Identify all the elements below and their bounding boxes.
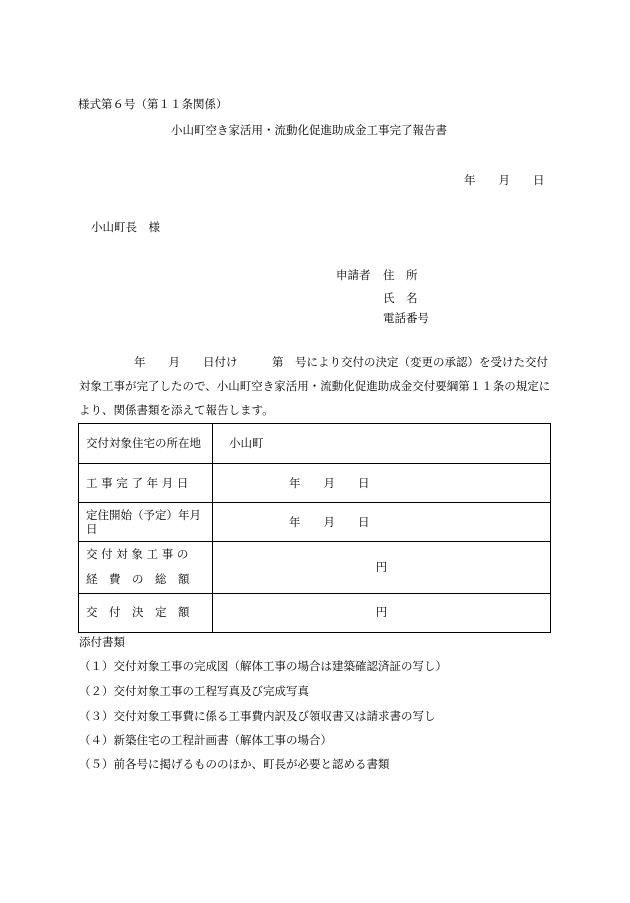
attachment-item: （４）新築住宅の工程計画書（解体工事の場合） (79, 733, 332, 747)
completion-date-label: 工 事 完 了 年 月 日 (79, 464, 213, 503)
addressee: 小山町長 様 (91, 220, 160, 234)
total-cost-value: 円 (213, 542, 551, 594)
completion-date-value: 年 月 日 (213, 464, 551, 503)
report-date: 年 月 日 (464, 173, 545, 187)
location-value: 小山町 (213, 424, 551, 464)
attachment-item: （２）交付対象工事の工程写真及び完成写真 (79, 684, 309, 698)
document-title: 小山町空き家活用・流動化促進助成金工事完了報告書 (171, 123, 447, 137)
grant-amount-label: 交 付 決 定 額 (79, 593, 213, 632)
body-text-line-1: 年 月 日付け 第 号により交付の決定（変更の承認）を受けた交付 (134, 355, 548, 369)
applicant-address-label: 住 所 (383, 268, 418, 282)
applicant-phone-label: 電話番号 (383, 311, 429, 325)
body-text-line-2: 対象工事が完了したので、小山町空き家活用・流動化促進助成金交付要綱第１１条の規定に (79, 379, 551, 393)
location-label: 交付対象住宅の所在地 (79, 424, 213, 464)
attachment-item: （５）前各号に掲げるもののほか、町長が必要と認める書類 (79, 757, 390, 771)
total-cost-label (79, 542, 213, 594)
table-row (79, 464, 551, 503)
report-table (78, 423, 551, 633)
residence-start-label: 定住開始（予定）年月日 (79, 503, 213, 542)
attachment-item: （１）交付対象工事の完成図（解体工事の場合は建築確認済証の写し） (79, 659, 447, 673)
applicant-name-label: 氏 名 (383, 291, 418, 305)
body-text-line-3: より、関係書類を添えて報告します。 (79, 403, 274, 417)
grant-amount-value: 円 (213, 593, 551, 632)
table-row (79, 542, 551, 594)
total-cost-label-line-1: 交 付 対 象 工 事 の (86, 547, 189, 561)
table-row (79, 424, 551, 464)
residence-start-value: 年 月 日 (213, 503, 551, 542)
table-row (79, 593, 551, 632)
table-row (79, 503, 551, 542)
attachments-title: 添付書類 (79, 635, 125, 649)
applicant-label: 申請者 (336, 268, 371, 282)
attachment-item: （３）交付対象工事費に係る工事費内訳及び領収書又は請求書の写し (79, 709, 436, 723)
total-cost-label-line-2: 経 費 の 総 額 (86, 572, 190, 587)
form-number: 様式第６号（第１１条関係） (78, 97, 228, 111)
